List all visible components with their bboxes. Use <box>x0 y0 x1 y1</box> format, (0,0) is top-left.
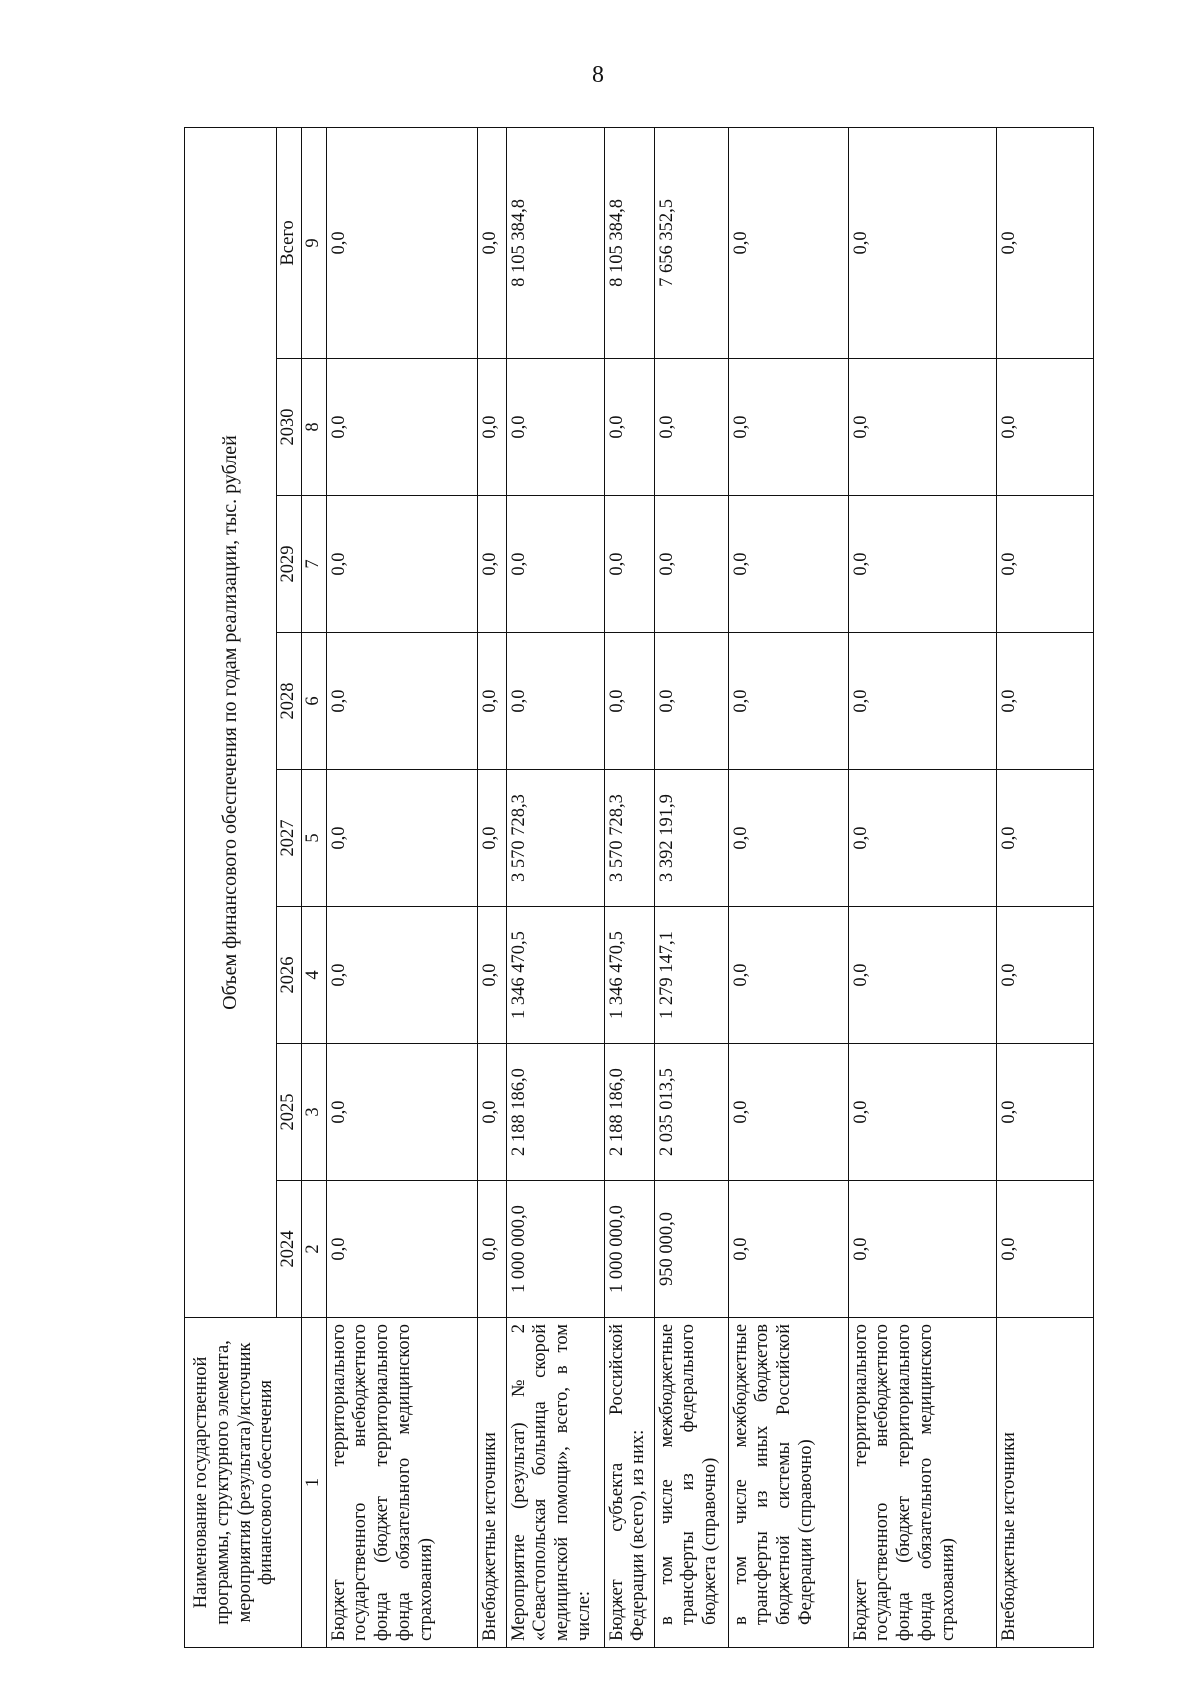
rotated-table-container <box>184 128 1089 1648</box>
financing-table <box>184 127 1094 1648</box>
value-cell: 0,0 <box>728 359 848 496</box>
row-name: Мероприятие (результат) № 2 «Севастопольская больница скорой медицинской помощи», всего, в том числе: <box>506 1318 604 1648</box>
table-row <box>728 127 848 1647</box>
value-cell: 0,0 <box>654 633 728 770</box>
value-cell: 0,0 <box>996 1044 1093 1181</box>
value-cell: 1 000 000,0 <box>604 1181 654 1318</box>
value-cell: 0,0 <box>506 359 604 496</box>
table-row <box>326 127 477 1647</box>
value-cell: 3 570 728,3 <box>604 770 654 907</box>
value-cell: 0,0 <box>996 770 1093 907</box>
value-cell: 0,0 <box>848 1044 996 1181</box>
total-cell: 8 105 384,8 <box>604 127 654 358</box>
table-row <box>654 127 728 1647</box>
value-cell: 0,0 <box>728 1181 848 1318</box>
value-cell: 3 570 728,3 <box>506 770 604 907</box>
value-cell: 3 392 191,9 <box>654 770 728 907</box>
year-header: 2029 <box>277 496 302 633</box>
value-cell: 2 035 013,5 <box>654 1044 728 1181</box>
value-cell: 0,0 <box>848 770 996 907</box>
page-number: 8 <box>592 62 604 88</box>
column-number: 5 <box>301 770 326 907</box>
total-cell: 0,0 <box>848 127 996 358</box>
table-row <box>996 127 1093 1647</box>
year-header: 2027 <box>277 770 302 907</box>
value-cell: 0,0 <box>996 496 1093 633</box>
value-cell: 0,0 <box>477 770 506 907</box>
total-cell: 0,0 <box>728 127 848 358</box>
value-cell: 0,0 <box>326 1044 477 1181</box>
value-cell: 2 188 186,0 <box>604 1044 654 1181</box>
table-row <box>848 127 996 1647</box>
value-cell: 0,0 <box>728 770 848 907</box>
value-cell: 0,0 <box>326 770 477 907</box>
column-number: 2 <box>301 1181 326 1318</box>
row-name: в том числе межбюджетные трансферты из федерального бюджета (справочно) <box>654 1318 728 1648</box>
value-cell: 1 346 470,5 <box>506 907 604 1044</box>
table-row <box>506 127 604 1647</box>
row-name: Внебюджетные источники <box>477 1318 506 1648</box>
total-cell: 0,0 <box>996 127 1093 358</box>
value-cell: 1 346 470,5 <box>604 907 654 1044</box>
value-cell: 0,0 <box>848 907 996 1044</box>
year-header: 2030 <box>277 359 302 496</box>
value-cell: 0,0 <box>604 633 654 770</box>
value-cell: 0,0 <box>506 633 604 770</box>
value-cell: 0,0 <box>848 1181 996 1318</box>
value-cell: 0,0 <box>728 907 848 1044</box>
value-cell: 0,0 <box>728 1044 848 1181</box>
value-cell: 0,0 <box>728 633 848 770</box>
row-name: Бюджет территориального государственного внебюджетного фонда (бюджет территориального фонда обязательного медицинского страхования) <box>848 1318 996 1648</box>
total-cell: 7 656 352,5 <box>654 127 728 358</box>
value-cell: 0,0 <box>326 496 477 633</box>
column-number-row <box>301 127 326 1647</box>
value-cell: 0,0 <box>477 633 506 770</box>
row-name: Бюджет территориального государственного внебюджетного фонда (бюджет территориального фонда обязательного медицинского страхования) <box>326 1318 477 1648</box>
column-number: 4 <box>301 907 326 1044</box>
value-cell: 0,0 <box>848 496 996 633</box>
column-number: 9 <box>301 127 326 358</box>
value-cell: 0,0 <box>654 359 728 496</box>
value-cell: 0,0 <box>996 1181 1093 1318</box>
total-cell: 0,0 <box>326 127 477 358</box>
column-number: 3 <box>301 1044 326 1181</box>
value-cell: 0,0 <box>477 359 506 496</box>
value-cell: 0,0 <box>477 1181 506 1318</box>
year-header: 2026 <box>277 907 302 1044</box>
value-cell: 0,0 <box>326 633 477 770</box>
value-cell: 0,0 <box>604 359 654 496</box>
column-number: 8 <box>301 359 326 496</box>
value-cell: 0,0 <box>477 1044 506 1181</box>
value-cell: 950 000,0 <box>654 1181 728 1318</box>
value-cell: 0,0 <box>477 496 506 633</box>
value-cell: 1 000 000,0 <box>506 1181 604 1318</box>
row-name: Бюджет субъекта Российской Федерации (всего), из них: <box>604 1318 654 1648</box>
total-cell: 0,0 <box>477 127 506 358</box>
value-cell: 0,0 <box>326 1181 477 1318</box>
header-row-1 <box>185 127 277 1647</box>
value-cell: 0,0 <box>604 496 654 633</box>
value-cell: 0,0 <box>848 633 996 770</box>
value-cell: 0,0 <box>506 496 604 633</box>
financing-volume-header: Объем финансового обеспечения по годам реализации, тыс. рублей <box>185 127 277 1317</box>
value-cell: 0,0 <box>326 907 477 1044</box>
column-number: 1 <box>301 1318 326 1648</box>
value-cell: 0,0 <box>326 359 477 496</box>
value-cell: 0,0 <box>654 496 728 633</box>
value-cell: 0,0 <box>848 359 996 496</box>
column-number: 7 <box>301 496 326 633</box>
value-cell: 2 188 186,0 <box>506 1044 604 1181</box>
value-cell: 0,0 <box>996 907 1093 1044</box>
column-number: 6 <box>301 633 326 770</box>
value-cell: 0,0 <box>728 496 848 633</box>
name-column-header: Наименование государственной программы, структурного элемента, мероприятия (результата)/источник финансового обеспечения <box>185 1318 302 1648</box>
row-name: Внебюджетные источники <box>996 1318 1093 1648</box>
value-cell: 0,0 <box>996 359 1093 496</box>
row-name: в том числе межбюджетные трансферты из иных бюджетов бюджетной системы Российской Федерации (справочно) <box>728 1318 848 1648</box>
value-cell: 1 279 147,1 <box>654 907 728 1044</box>
total-cell: 8 105 384,8 <box>506 127 604 358</box>
total-header: Всего <box>277 127 302 358</box>
value-cell: 0,0 <box>477 907 506 1044</box>
year-header: 2024 <box>277 1181 302 1318</box>
value-cell: 0,0 <box>996 633 1093 770</box>
year-header: 2028 <box>277 633 302 770</box>
year-header: 2025 <box>277 1044 302 1181</box>
table-row <box>477 127 506 1647</box>
table-row <box>604 127 654 1647</box>
